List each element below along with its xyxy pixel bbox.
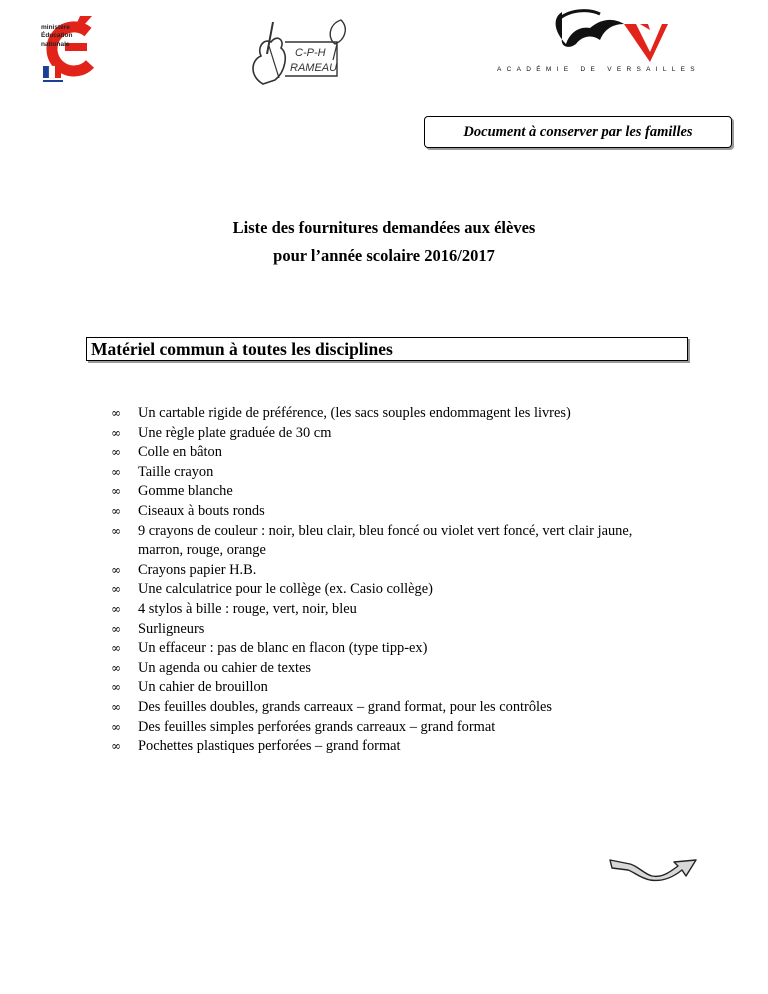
ministere-line: nationale [41, 40, 70, 48]
notice-box [424, 116, 732, 148]
list-item-text: Gomme blanche [138, 483, 233, 500]
college-rameau-logo [245, 14, 357, 90]
rameau-initials: C-P-H [295, 47, 326, 59]
list-item [111, 463, 671, 483]
list-item [111, 600, 671, 620]
list-item [111, 737, 671, 757]
list-item-text: Ciseaux à bouts ronds [138, 502, 265, 519]
list-item-text: Un cahier de brouillon [138, 679, 268, 696]
infinity-bullet-icon: ∞ [111, 641, 121, 656]
list-item-text: Taille crayon [138, 463, 214, 480]
academie-versailles-logo [548, 4, 668, 64]
infinity-bullet-icon: ∞ [111, 660, 121, 675]
list-item [111, 424, 671, 444]
violin-leaf-logo-icon [245, 14, 357, 90]
list-item-text: Surligneurs [138, 620, 205, 637]
list-item-text: Un cartable rigide de préférence, (les sacs souples endommagent les livres) [138, 405, 571, 421]
list-item-text: Colle en bâton [138, 444, 222, 461]
list-item-text: Un effaceur : pas de blanc en flacon (type tipp-ex) [138, 640, 428, 657]
list-item [111, 718, 671, 738]
infinity-bullet-icon: ∞ [111, 582, 121, 597]
infinity-bullet-icon: ∞ [111, 484, 121, 499]
notice-text: Document à conserver par les familles [463, 123, 693, 140]
list-item [111, 404, 671, 424]
infinity-bullet-icon: ∞ [111, 425, 121, 440]
infinity-bullet-icon: ∞ [111, 523, 121, 538]
list-item [111, 659, 671, 679]
infinity-bullet-icon: ∞ [111, 562, 121, 577]
infinity-bullet-icon: ∞ [111, 406, 121, 420]
list-item [111, 580, 671, 600]
list-item [111, 678, 671, 698]
rameau-name: RAMEAU [290, 62, 338, 74]
supply-list [111, 404, 671, 757]
ministere-line: ministère [41, 24, 70, 31]
section-heading-box [86, 337, 688, 361]
infinity-bullet-icon: ∞ [111, 503, 121, 518]
list-item [111, 522, 671, 561]
list-item-text: Des feuilles doubles, grands carreaux – grand format, pour les contrôles [138, 698, 552, 715]
infinity-bullet-icon: ∞ [111, 464, 121, 479]
infinity-bullet-icon: ∞ [111, 621, 121, 636]
page-subtitle: pour l’année scolaire 2016/2017 [273, 246, 495, 265]
list-item [111, 482, 671, 502]
list-item [111, 698, 671, 718]
infinity-bullet-icon: ∞ [111, 699, 121, 714]
academie-label: ACADÉMIE DE VERSAILLES [497, 66, 700, 73]
turn-page-arrow-icon [608, 854, 698, 884]
list-item [111, 443, 671, 463]
list-item-text: Un agenda ou cahier de textes [138, 659, 312, 676]
list-item [111, 639, 671, 659]
list-item-text: Une calculatrice pour le collège (ex. Casio collège) [138, 581, 433, 598]
infinity-bullet-icon: ∞ [111, 445, 121, 460]
infinity-bullet-icon: ∞ [111, 601, 121, 616]
list-item-text: Des feuilles simples perforées grands carreaux – grand format [138, 718, 496, 735]
page-title: Liste des fournitures demandées aux élèves [232, 218, 536, 237]
list-item-text: 9 crayons de couleur : noir, bleu clair, bleu foncé ou violet vert foncé, vert clair jaune, marron, rouge, orange [138, 522, 633, 559]
list-item-text: Une règle plate graduée de 30 cm [138, 424, 332, 441]
ministere-line: Éducation [41, 32, 73, 40]
section-heading: Matériel commun à toutes les disciplines [91, 339, 393, 359]
list-item-text: 4 stylos à bille : rouge, vert, noir, bleu [138, 600, 357, 617]
ministere-label [41, 24, 71, 49]
list-item [111, 502, 671, 522]
infinity-bullet-icon: ∞ [111, 719, 121, 734]
versailles-av-icon [548, 4, 668, 64]
list-item [111, 620, 671, 640]
list-item-text: Crayons papier H.B. [138, 561, 257, 578]
infinity-bullet-icon: ∞ [111, 739, 121, 754]
infinity-bullet-icon: ∞ [111, 680, 121, 695]
list-item-text: Pochettes plastiques perforées – grand format [138, 738, 401, 755]
list-item [111, 561, 671, 581]
